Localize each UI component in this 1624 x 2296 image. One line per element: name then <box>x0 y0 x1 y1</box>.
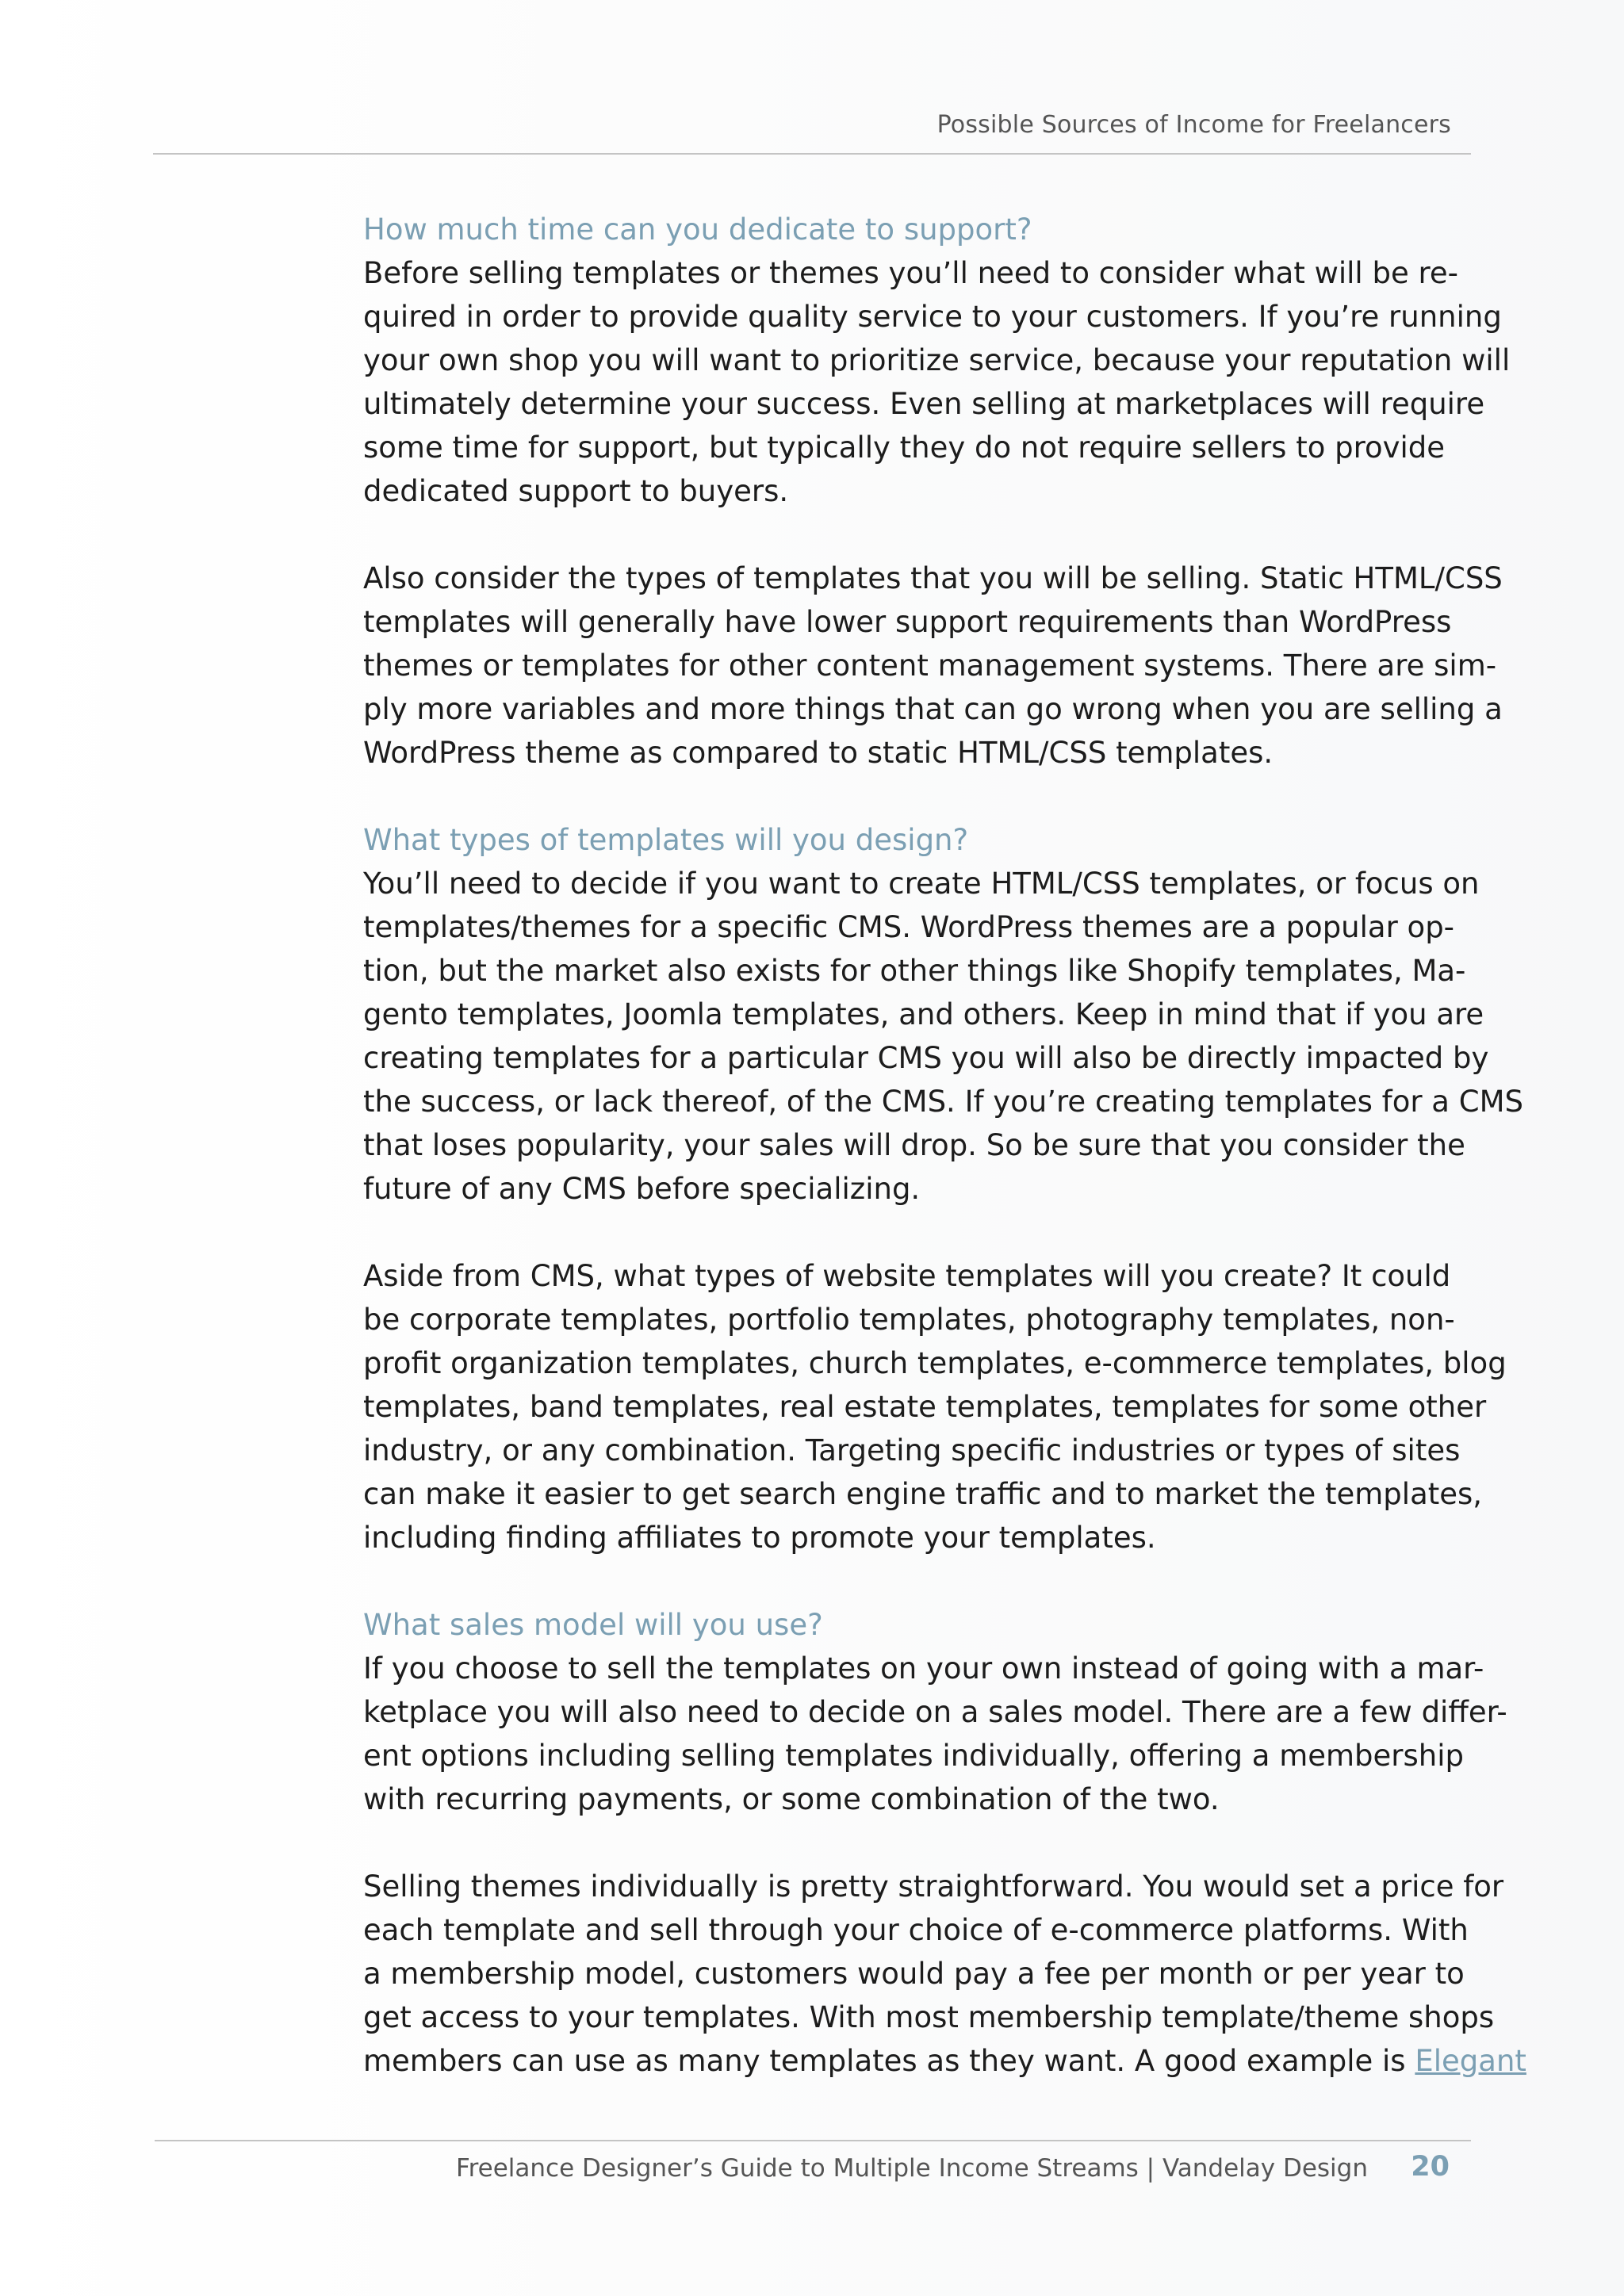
section-heading-sales-model: What sales model will you use? <box>363 1608 823 1642</box>
text-line: be corporate templates, portfolio templates, photography templates, non- <box>363 1303 1455 1337</box>
last-line-text: members can use as many templates as they want. A good example is <box>363 2044 1415 2078</box>
text-line: some time for support, but typically they do not require sellers to provide <box>363 430 1446 465</box>
text-line: Aside from CMS, what types of website templates will you create? It could <box>363 1259 1451 1293</box>
text-line: future of any CMS before specializing. <box>363 1172 921 1206</box>
footer-title: Freelance Designer’s Guide to Multiple Income Streams | Vandelay Design <box>456 2154 1368 2183</box>
main-content <box>363 208 1526 2126</box>
text-line: quired in order to provide quality service to your customers. If you’re running <box>363 300 1502 334</box>
text-line: gento templates, Joomla templates, and others. Keep in mind that if you are <box>363 997 1484 1031</box>
text-line: themes or templates for other content management systems. There are sim- <box>363 649 1497 683</box>
section-heading-support: How much time can you dedicate to support? <box>363 212 1032 247</box>
text-line: WordPress theme as compared to static HTML/CSS templates. <box>363 736 1274 770</box>
text-line: industry, or any combination. Targeting specific industries or types of sites <box>363 1433 1461 1468</box>
elegant-themes-link[interactable]: Elegant <box>1415 2044 1526 2078</box>
text-line: You’ll need to decide if you want to create HTML/CSS templates, or focus on <box>363 867 1480 901</box>
text-line: Before selling templates or themes you’ll need to consider what will be re- <box>363 256 1458 290</box>
paragraph <box>363 862 1523 1211</box>
footer-divider <box>155 2140 1471 2141</box>
text-line: can make it easier to get search engine traffic and to market the templates, <box>363 1477 1483 1511</box>
page-number: 20 <box>1411 2151 1450 2183</box>
text-line: ply more variables and more things that can go wrong when you are selling a <box>363 692 1503 726</box>
text-line: If you choose to sell the templates on your own instead of going with a mar- <box>363 1651 1484 1686</box>
text-line: templates/themes for a specific CMS. WordPress themes are a popular op- <box>363 910 1455 944</box>
text-line: including finding affiliates to promote your templates. <box>363 1521 1156 1555</box>
text-line: templates, band templates, real estate templates, templates for some other <box>363 1390 1487 1424</box>
text-line: ketplace you will also need to decide on a sales model. There are a few differ- <box>363 1695 1507 1729</box>
text-line: Selling themes individually is pretty straightforward. You would set a price for <box>363 1869 1504 1904</box>
text-line: ent options including selling templates individually, offering a membership <box>363 1739 1465 1773</box>
text-line: ultimately determine your success. Even selling at marketplaces will require <box>363 387 1485 421</box>
text-line: each template and sell through your choice of e-commerce platforms. With <box>363 1913 1469 1947</box>
paragraph <box>363 1254 1507 1559</box>
text-line: a membership model, customers would pay a fee per month or per year to <box>363 1957 1465 1991</box>
text-line: get access to your templates. With most membership template/theme shops <box>363 2000 1495 2034</box>
text-line: templates will generally have lower support requirements than WordPress <box>363 605 1452 639</box>
text-line: your own shop you will want to prioritize service, because your reputation will <box>363 343 1511 377</box>
text-line: tion, but the market also exists for other things like Shopify templates, Ma- <box>363 954 1466 988</box>
running-header: Possible Sources of Income for Freelancers <box>936 111 1451 139</box>
paragraph <box>363 1647 1507 1821</box>
paragraph <box>363 557 1503 775</box>
text-line: profit organization templates, church templates, e-commerce templates, blog <box>363 1346 1507 1380</box>
text-line: with recurring payments, or some combination of the two. <box>363 1782 1220 1816</box>
text-line: that loses popularity, your sales will drop. So be sure that you consider the <box>363 1128 1465 1162</box>
text-line: creating templates for a particular CMS you will also be directly impacted by <box>363 1041 1489 1075</box>
paragraph <box>363 251 1511 513</box>
text-line: the success, or lack thereof, of the CMS. If you’re creating templates for a CMS <box>363 1085 1523 1119</box>
text-line: dedicated support to buyers. <box>363 474 789 508</box>
paragraph <box>363 1865 1526 2083</box>
text-line <box>363 2039 1526 2083</box>
section-heading-template-types: What types of templates will you design? <box>363 823 969 857</box>
text-line: Also consider the types of templates that you will be selling. Static HTML/CSS <box>363 561 1503 595</box>
header-divider <box>153 153 1471 155</box>
